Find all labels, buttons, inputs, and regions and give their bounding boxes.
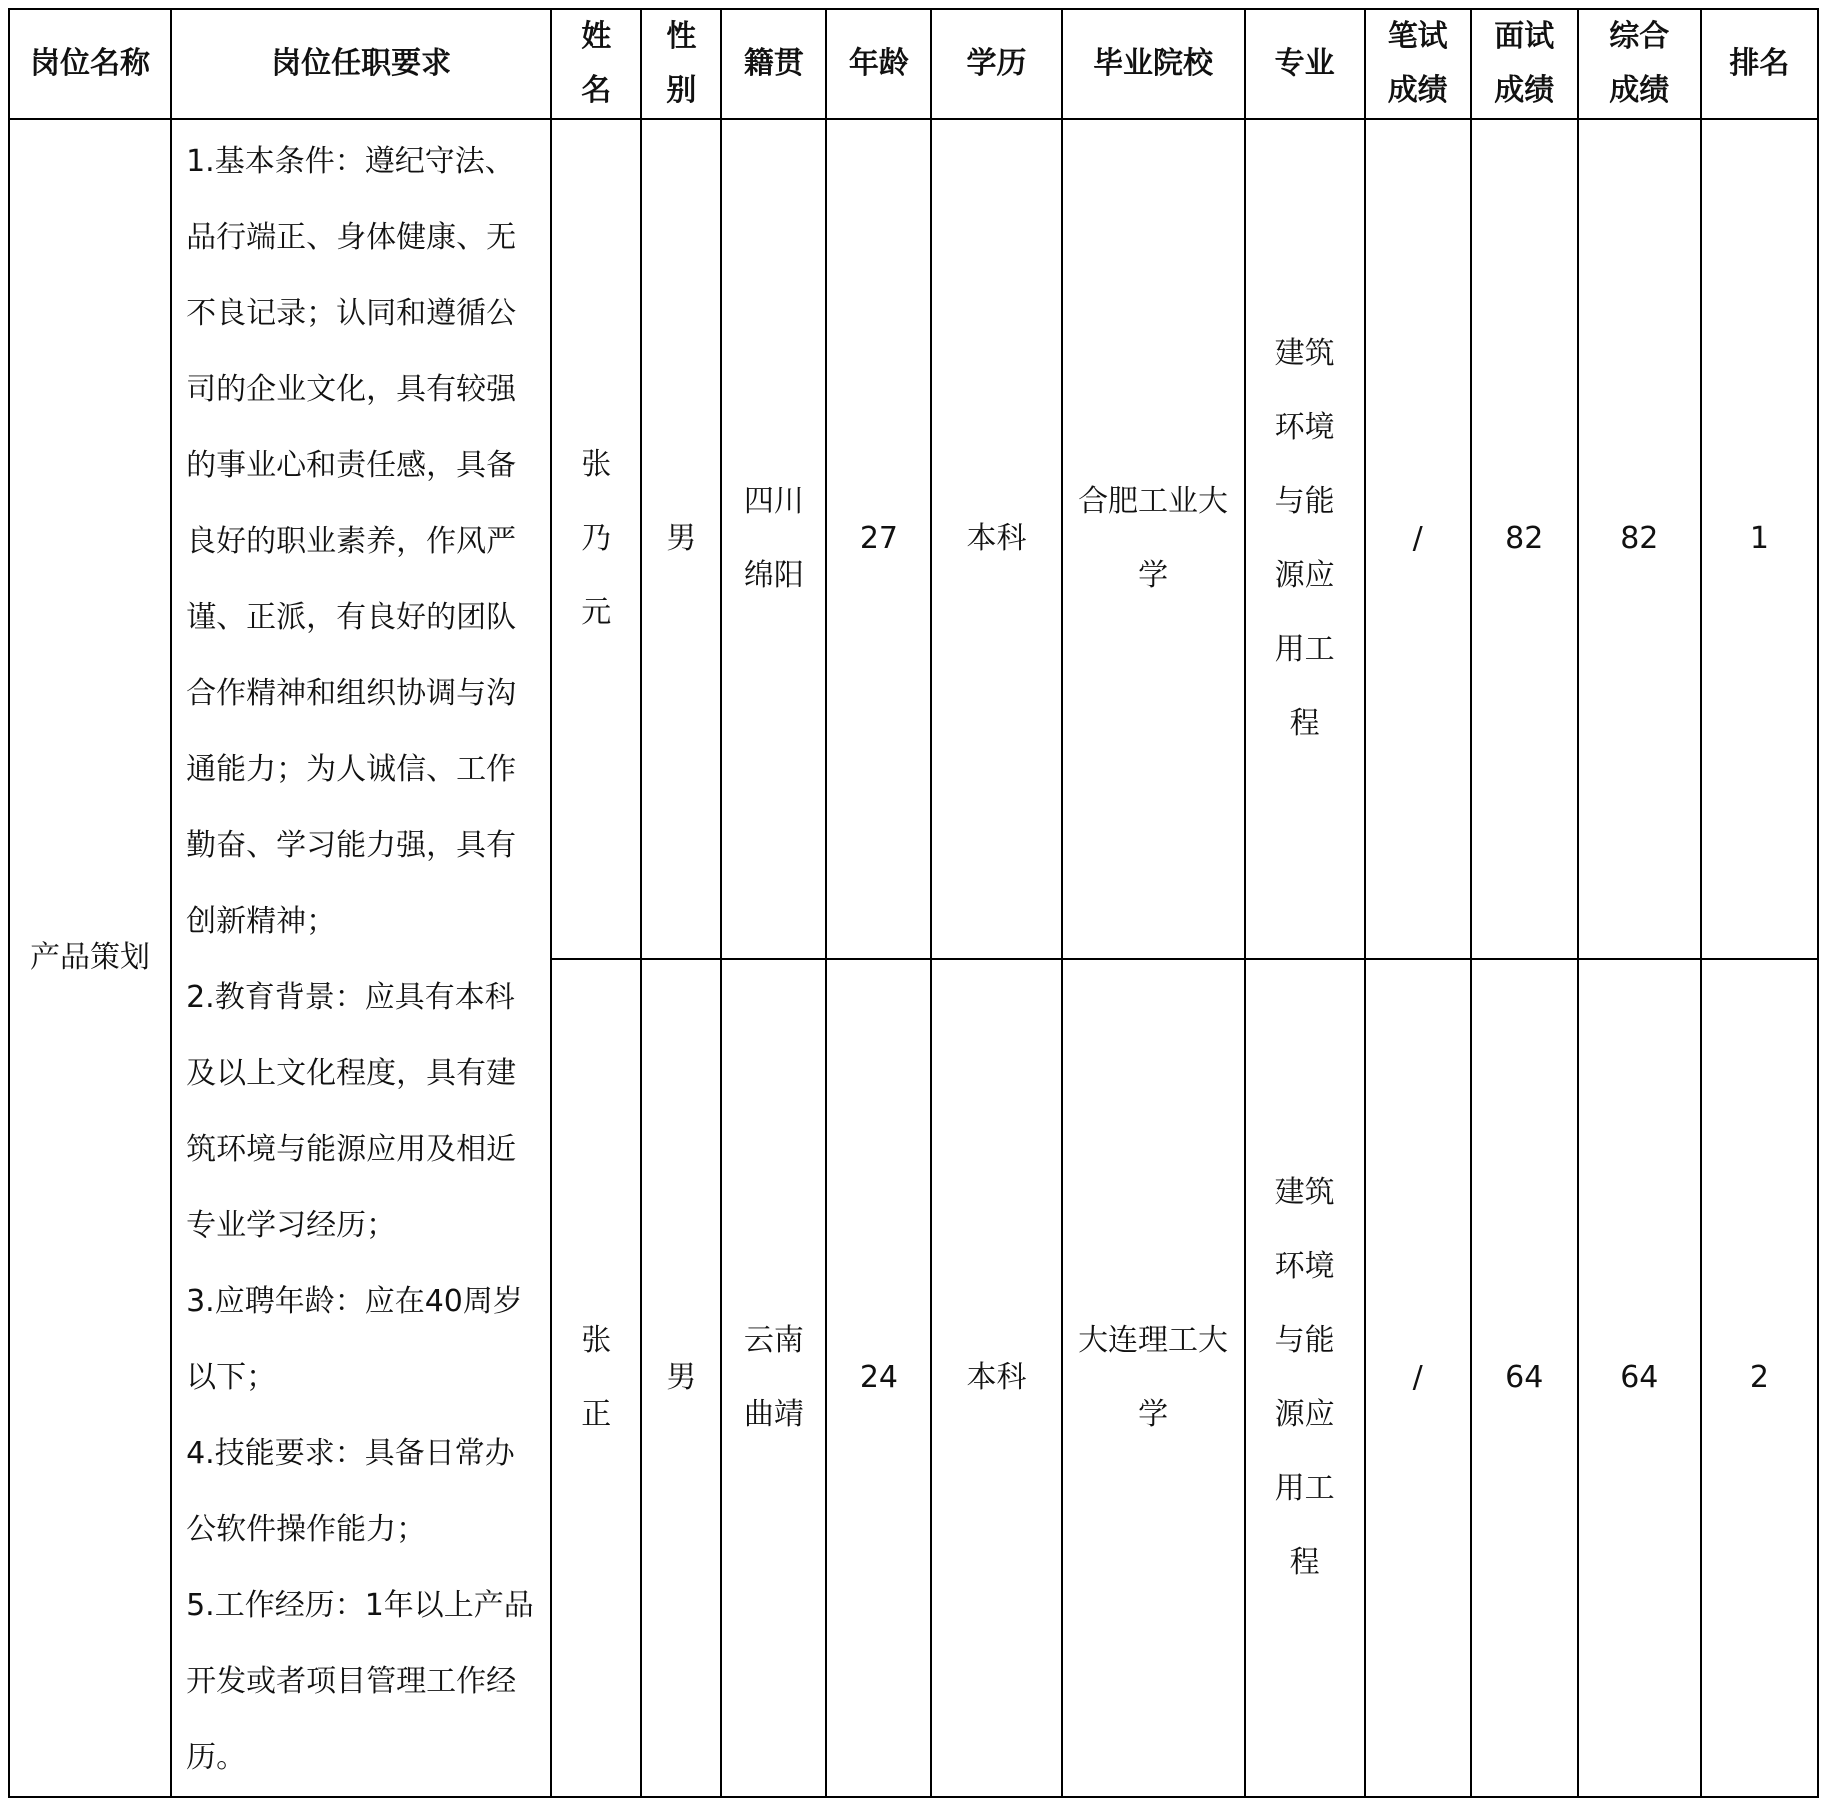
header-row [9,9,1818,119]
candidate-written-score: / [1365,119,1471,959]
candidate-education: 本科 [931,959,1061,1798]
candidate-rank: 2 [1701,959,1818,1798]
header-gender-text: 性别 [666,19,697,108]
header-name [551,9,641,119]
candidate-table [8,8,1819,1798]
header-requirements: 岗位任职要求 [171,9,551,119]
header-gender [641,9,721,119]
candidate-school [1062,959,1245,1798]
candidate-native-place-text: 四川绵阳 [743,483,804,593]
table-row [9,119,1818,959]
header-major: 专业 [1245,9,1365,119]
candidate-education: 本科 [931,119,1061,959]
candidate-native-place [721,959,826,1798]
candidate-native-place-text: 云南曲靖 [743,1322,804,1432]
header-education: 学历 [931,9,1061,119]
header-rank: 排名 [1701,9,1818,119]
candidate-name [551,119,641,959]
header-written-score [1365,9,1471,119]
candidate-school [1062,119,1245,959]
candidate-major-text: 建筑环境与能源应用工程 [1274,1174,1335,1580]
header-written-score-text: 笔试成绩 [1387,19,1448,108]
header-position: 岗位名称 [9,9,171,119]
requirements-cell [171,119,551,1797]
header-total-score [1578,9,1701,119]
candidate-age: 27 [826,119,931,959]
header-native-place: 籍贯 [721,9,826,119]
candidate-major [1245,119,1365,959]
candidate-name-text: 张乃元 [581,446,612,630]
requirement-item: 3.应聘年龄：应在40周岁以下； [186,1284,523,1395]
requirement-item: 2.教育背景：应具有本科及以上文化程度，具有建筑环境与能源应用及相近专业学习经历； [186,980,517,1243]
candidate-gender: 男 [641,959,721,1798]
candidate-school-text: 合肥工业大学 [1078,483,1229,593]
candidate-gender: 男 [641,119,721,959]
header-name-text: 姓名 [581,19,612,108]
candidate-interview-score: 82 [1471,119,1578,959]
candidate-name [551,959,641,1798]
candidate-name-text: 张正 [581,1322,612,1432]
requirement-item: 5.工作经历：1年以上产品开发或者项目管理工作经历。 [186,1588,534,1775]
candidate-written-score: / [1365,959,1471,1798]
header-school: 毕业院校 [1062,9,1245,119]
requirement-item: 4.技能要求：具备日常办公软件操作能力； [186,1436,515,1547]
candidate-rank: 1 [1701,119,1818,959]
requirement-item: 1.基本条件：遵纪守法、品行端正、身体健康、无不良记录；认同和遵循公司的企业文化，具有较强的事业心和责任感，具备良好的职业素养，作风严谨、正派，有良好的团队合作精神和组织协调与沟通能力；为人诚信、工作勤奋、学习能力强，具有创新精神； [186,144,517,939]
candidate-school-text: 大连理工大学 [1078,1322,1229,1432]
candidate-total-score: 64 [1578,959,1701,1798]
header-total-score-text: 综合成绩 [1609,19,1670,108]
position-cell: 产品策划 [9,119,171,1797]
candidate-major-text: 建筑环境与能源应用工程 [1274,335,1335,741]
candidate-total-score: 82 [1578,119,1701,959]
header-interview-score-text: 面试成绩 [1494,19,1555,108]
candidate-native-place [721,119,826,959]
candidate-interview-score: 64 [1471,959,1578,1798]
header-age: 年龄 [826,9,931,119]
candidate-age: 24 [826,959,931,1798]
candidate-major [1245,959,1365,1798]
header-interview-score [1471,9,1578,119]
